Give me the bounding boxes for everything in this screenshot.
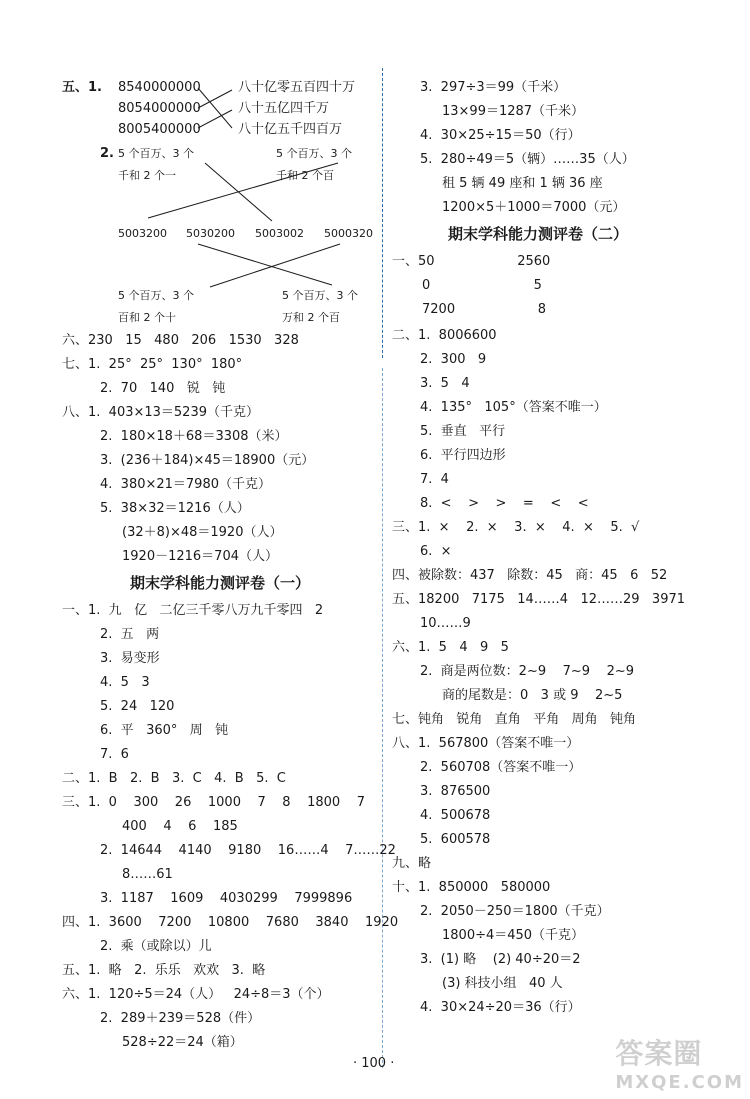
r-q5b: 租 5 辆 49 座和 1 辆 36 座 xyxy=(442,176,603,191)
e2-q2-1: 二、1. 8006600 xyxy=(392,328,497,343)
e2-q10-2: 2. 2050－250＝1800（千克） xyxy=(420,904,610,919)
q5-num-3: 8005400000 xyxy=(118,122,201,137)
r-q4: 4. 30×25÷15＝50（行） xyxy=(420,128,581,143)
e2-q8-5: 5. 600578 xyxy=(420,832,491,847)
e1-q1-1: 一、1. 九 亿 二亿三千零八万九千零四 2 xyxy=(62,603,324,618)
e1-q1-3: 3. 易变形 xyxy=(100,651,160,666)
q5-2-num-1: 5003200 xyxy=(118,227,167,240)
exam-title-2: 期末学科能力测评卷（二） xyxy=(448,225,629,243)
e2-q8-2: 2. 560708（答案不唯一） xyxy=(420,760,582,775)
e1-q1-2: 2. 五 两 xyxy=(100,627,160,642)
watermark xyxy=(615,1032,744,1093)
e2-q1-3: 7200 8 xyxy=(422,302,547,317)
e1-q1-4: 4. 5 3 xyxy=(100,675,150,690)
q8-4-answer: 4. 380×21＝7980（千克） xyxy=(100,477,271,492)
e1-q6-2: 2. 289＋239＝528（件） xyxy=(100,1011,261,1026)
e1-q1-5: 5. 24 120 xyxy=(100,699,175,714)
page-number: · 100 · xyxy=(353,1056,395,1071)
e1-q2: 二、1. B 2. B 3. C 4. B 5. C xyxy=(62,771,286,786)
e2-q7: 七、钝角 锐角 直角 平角 周角 钝角 xyxy=(392,712,636,727)
e1-q3-2: 2. 14644 4140 9180 16……4 7……22 xyxy=(100,843,396,858)
e1-q5: 五、1. 略 2. 乐乐 欢欢 3. 略 xyxy=(62,963,266,978)
e2-q2-8: 8. < > > = < < xyxy=(420,496,589,511)
q5-2-tl2: 千和 2 个一 xyxy=(118,169,176,182)
watermark-text: 答案圈 xyxy=(615,1037,703,1070)
q8-5-answer-b: (32＋8)×48＝1920（人） xyxy=(122,525,283,540)
e2-q2-3: 3. 5 4 xyxy=(420,376,470,391)
e2-q3-1: 三、1. × 2. × 3. × 4. × 5. √ xyxy=(392,520,640,535)
e1-q1-6: 6. 平 360° 周 钝 xyxy=(100,723,229,738)
e2-q8-3: 3. 876500 xyxy=(420,784,491,799)
e2-q2-6: 6. 平行四边形 xyxy=(420,448,506,463)
e2-q4: 四、被除数：437 除数：45 商：45 6 52 xyxy=(392,568,668,583)
e2-q6-2: 2. 商是两位数：2~9 7~9 2~9 xyxy=(420,664,635,679)
e2-q6-2b: 商的尾数是：0 3 或 9 2~5 xyxy=(442,688,623,703)
r-q3: 3. 297÷3＝99（千米） xyxy=(420,80,567,95)
q5-2-br2: 万和 2 个百 xyxy=(282,311,340,324)
e2-q1-1: 一、50 2560 xyxy=(392,254,551,269)
q5-word-3: 八十亿五千四百万 xyxy=(238,122,343,137)
q8-3-answer: 3. (236＋184)×45＝18900（元） xyxy=(100,453,315,468)
e2-q8-1: 八、1. 567800（答案不唯一） xyxy=(392,736,580,751)
q5-2-bl1: 5 个百万、3 个 xyxy=(118,289,194,302)
exam-title-1: 期末学科能力测评卷（一） xyxy=(130,574,311,592)
q5-2-tr1: 5 个百万、3 个 xyxy=(276,147,352,160)
e2-q10-3b: (3) 科技小组 40 人 xyxy=(442,976,563,991)
e2-q5b: 10……9 xyxy=(420,616,471,631)
e2-q8-4: 4. 500678 xyxy=(420,808,491,823)
e2-q9: 九、略 xyxy=(392,856,432,871)
e1-q6-1: 六、1. 120÷5＝24（人） 24÷8＝3（个） xyxy=(62,987,330,1002)
q5-2-num-2: 5030200 xyxy=(186,227,235,240)
q8-5-answer: 5. 38×32＝1216（人） xyxy=(100,501,250,516)
e2-q3-2: 6. × xyxy=(420,544,452,559)
r-q5: 5. 280÷49＝5（辆）……35（人） xyxy=(420,152,635,167)
e2-q10-1: 十、1. 850000 580000 xyxy=(392,880,551,895)
e2-q5: 五、18200 7175 14……4 12……29 3971 xyxy=(392,592,686,607)
e2-q6-1: 六、1. 5 4 9 5 xyxy=(392,640,509,655)
q5-label: 五、1. xyxy=(62,80,102,95)
e2-q2-7: 7. 4 xyxy=(420,472,449,487)
q5-2-bl2: 百和 2 个十 xyxy=(118,311,176,324)
e1-q6-2b: 528÷22＝24（箱） xyxy=(122,1035,243,1050)
q8-2-answer: 2. 180×18＋68＝3308（米） xyxy=(100,429,288,444)
e2-q10-3: 3. (1) 略 (2) 40÷20＝2 xyxy=(420,952,581,967)
e1-q3-2b: 8……61 xyxy=(122,867,173,882)
e1-q3-1b: 400 4 6 185 xyxy=(122,819,238,834)
q5-2-num-4: 5000320 xyxy=(324,227,373,240)
e2-q2-2: 2. 300 9 xyxy=(420,352,487,367)
q6-answer: 六、230 15 480 206 1530 328 xyxy=(62,333,299,348)
e1-q3-1: 三、1. 0 300 26 1000 7 8 1800 7 xyxy=(62,795,365,810)
q5-2-num-3: 5003002 xyxy=(255,227,304,240)
e2-q2-5: 5. 垂直 平行 xyxy=(420,424,506,439)
r-q5c: 1200×5＋1000＝7000（元） xyxy=(442,200,626,215)
q5-2-label: 2. xyxy=(100,146,114,161)
e1-q1-7: 7. 6 xyxy=(100,747,129,762)
q8-1-answer: 八、1. 403×13＝5239（千克） xyxy=(62,405,259,420)
q5-2-br1: 5 个百万、3 个 xyxy=(282,289,358,302)
q8-5-answer-c: 1920－1216＝704（人） xyxy=(122,549,278,564)
q5-2-tl1: 5 个百万、3 个 xyxy=(118,147,194,160)
watermark-url: MXQE.COM xyxy=(615,1072,744,1093)
e1-q3-3: 3. 1187 1609 4030299 7999896 xyxy=(100,891,353,906)
q7-2-answer: 2. 70 140 锐 钝 xyxy=(100,381,226,396)
e2-q10-4: 4. 30×24÷20＝36（行） xyxy=(420,1000,581,1015)
q5-2-tr2: 千和 2 个百 xyxy=(276,169,334,182)
q5-word-1: 八十亿零五百四十万 xyxy=(238,80,356,95)
e2-q1-2: 0 5 xyxy=(422,278,542,293)
e2-q2-4: 4. 135° 105°（答案不唯一） xyxy=(420,400,607,415)
q5-num-2: 8054000000 xyxy=(118,101,201,116)
r-q3b: 13×99＝1287（千米） xyxy=(442,104,585,119)
e2-q10-2b: 1800÷4＝450（千克） xyxy=(442,928,585,943)
q5-num-1: 8540000000 xyxy=(118,80,201,95)
q7-1-answer: 七、1. 25° 25° 130° 180° xyxy=(62,357,243,372)
e1-q4-2: 2. 乘（或除以）儿 xyxy=(100,939,212,954)
q5-word-2: 八十五亿四千万 xyxy=(238,101,330,116)
e1-q4-1: 四、1. 3600 7200 10800 7680 3840 1920 xyxy=(62,915,399,930)
